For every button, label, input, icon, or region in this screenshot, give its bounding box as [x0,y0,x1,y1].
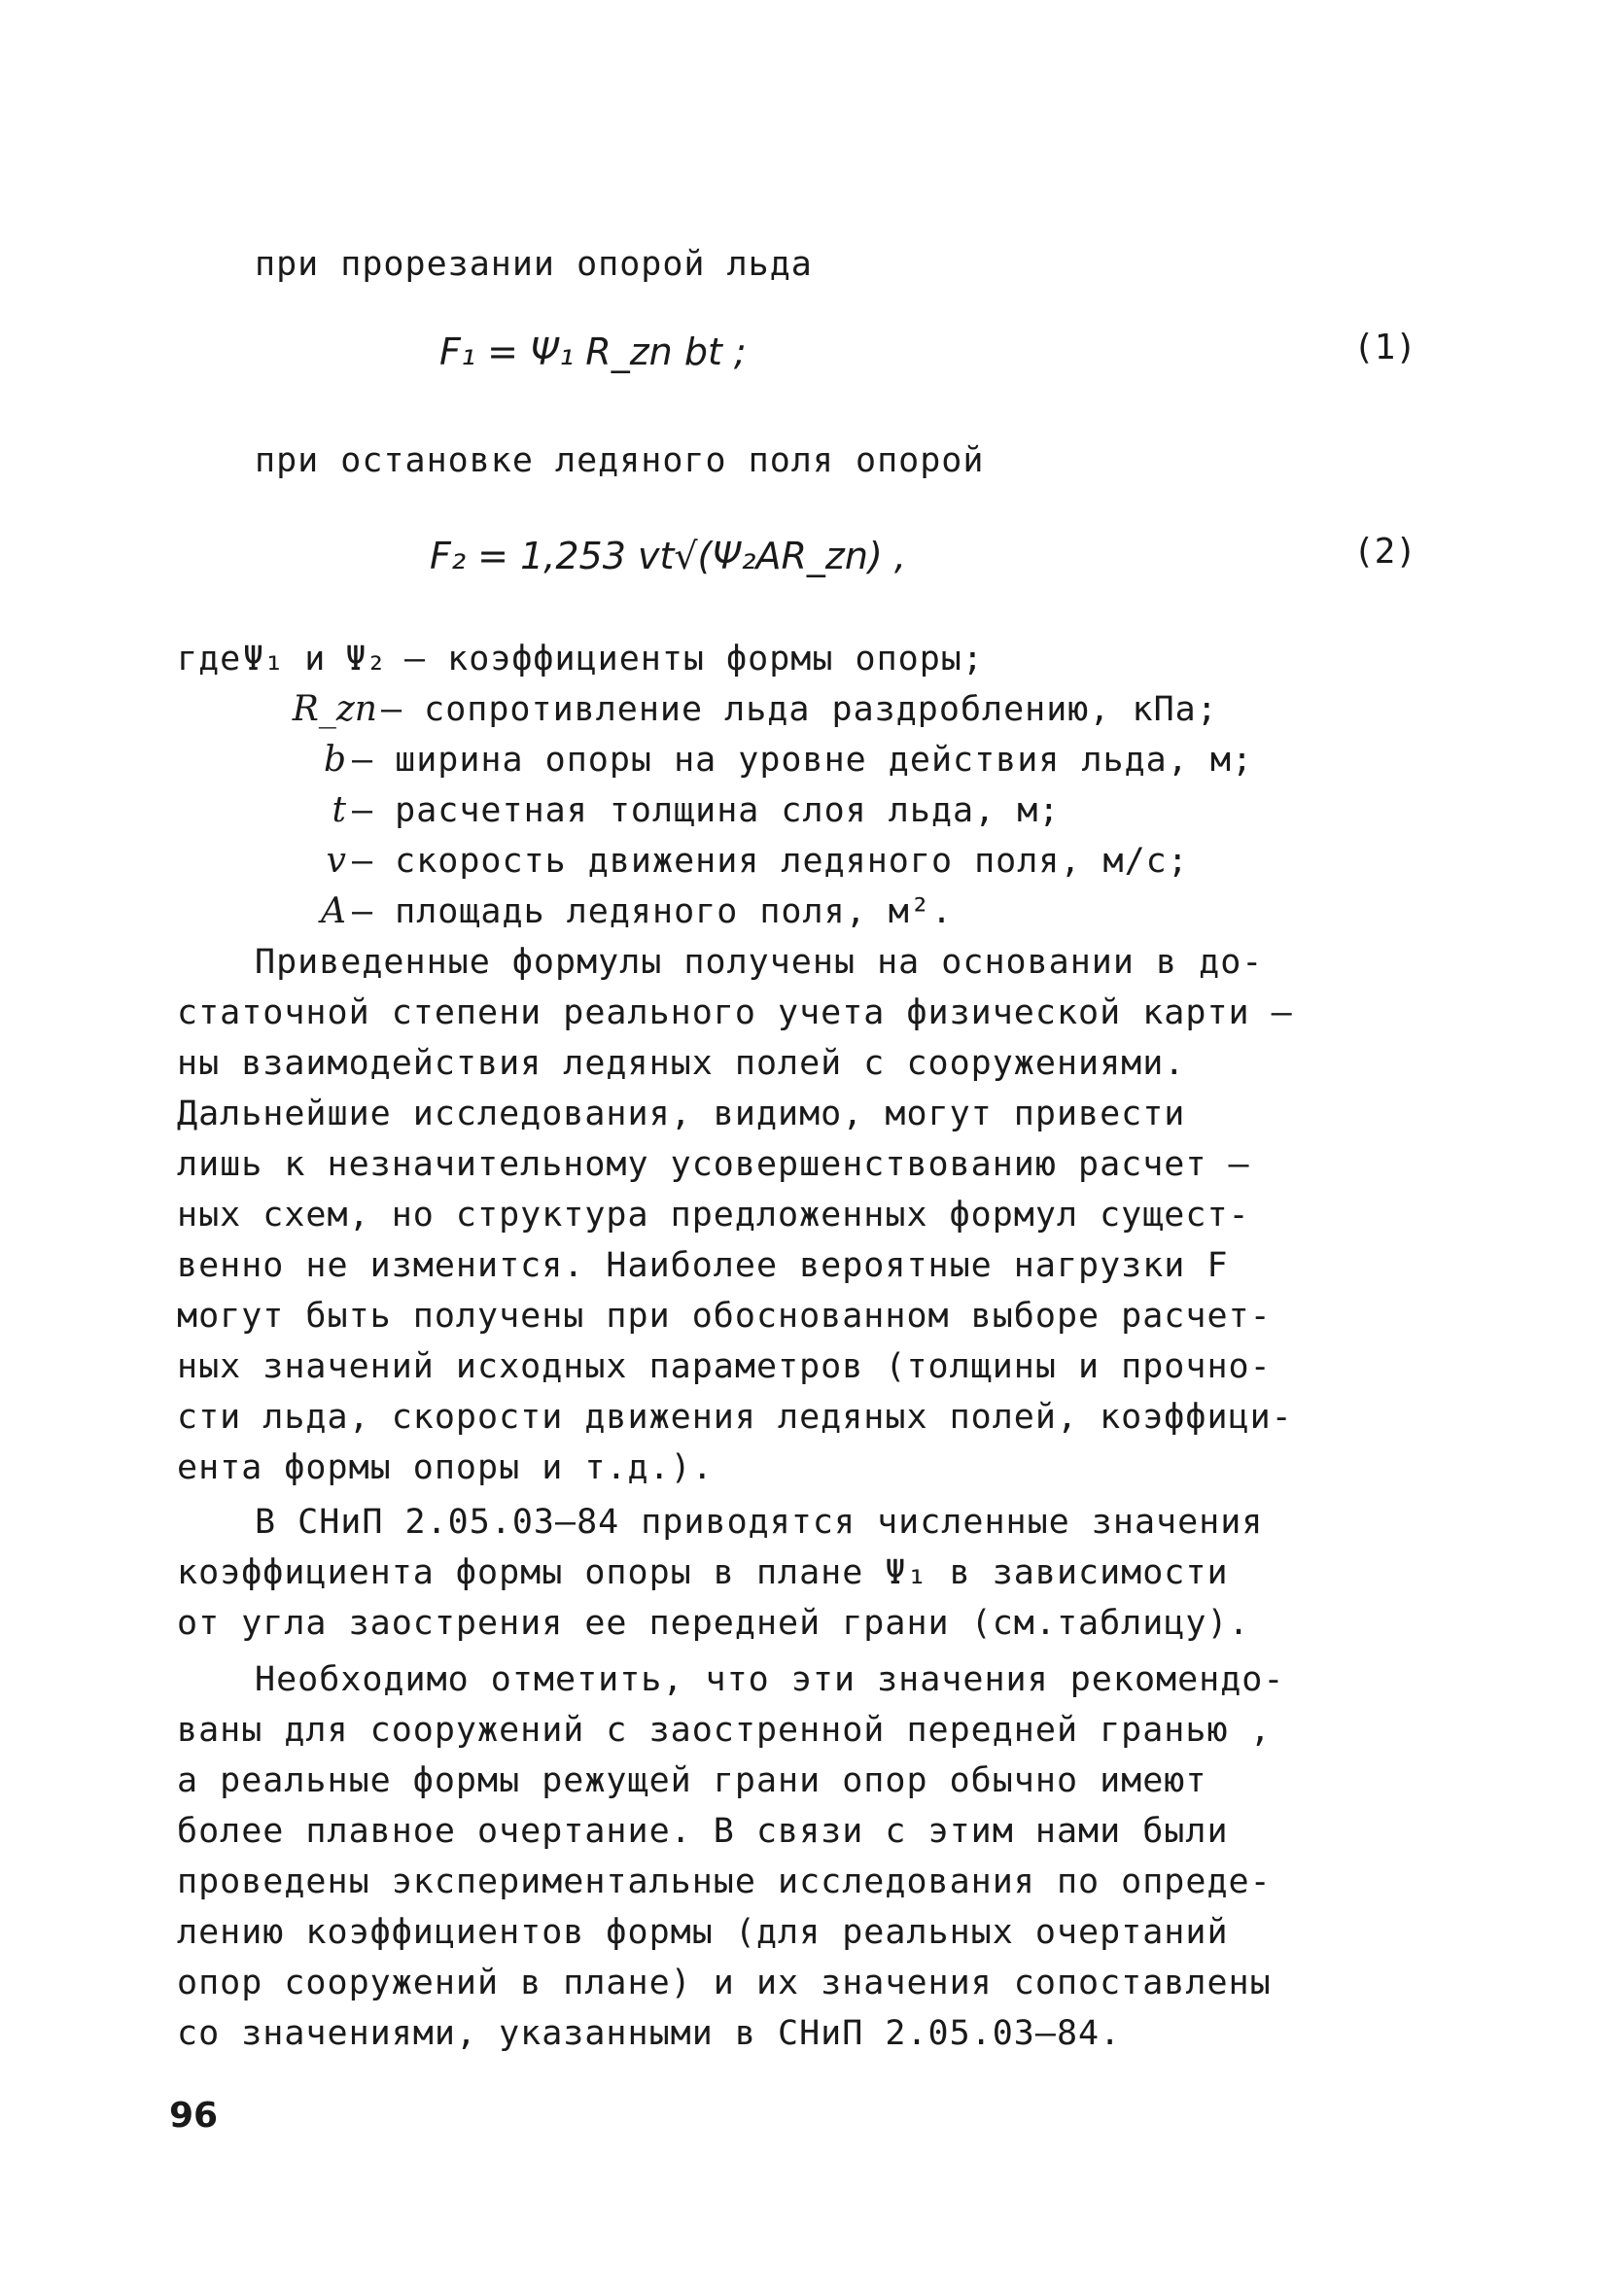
paragraph-1-line: лишь к незначительному усовершенствованию расчет – [177,1145,1250,1184]
paragraph-3-line: со значениями, указанными в СНиП 2.05.03–84. [177,2014,1122,2053]
where-label: где [177,640,242,678]
paragraph-1-line: статочной степени реального учета физической карти – [177,993,1293,1032]
intro-line-2: при остановке ледяного поля опорой [255,441,985,480]
paragraph-1-line: ных значений исходных параметров (толщины и прочно- [177,1347,1272,1386]
paragraph-1-line: могут быть получены при обоснованном выборе расчет- [177,1297,1272,1336]
intro-line-1: при прорезании опорой льда [255,245,813,284]
paragraph-3-line: а реальные формы режущей грани опор обычно имеют [177,1761,1207,1800]
definition-text: – скорость движения ледяного поля, м/с; [352,842,1189,881]
paragraph-1-line: Приведенные формулы получены на основании в до- [255,943,1264,982]
paragraph-3-line: более плавное очертание. В связи с этим нами были [177,1812,1229,1851]
paragraph-1-line: венно не изменится. Наиболее вероятные нагрузки F [177,1246,1229,1285]
definition-symbol: R_zn [292,689,377,729]
paragraph-3-line: ваны для сооружений с заостренной передней гранью , [177,1711,1272,1750]
definition-symbol: A [321,891,346,931]
paragraph-3-line: проведены экспериментальные исследования по опреде- [177,1862,1272,1901]
paragraph-3-line: Необходимо отметить, что эти значения рекомендо- [255,1660,1285,1699]
paragraph-1-line: ных схем, но структура предложенных формул сущест- [177,1196,1250,1235]
equation-number-1: (1) [1353,328,1417,367]
paragraph-2-line: коэффициента формы опоры в плане Ψ₁ в зависимости [177,1553,1229,1592]
definition-text: – сопротивление льда раздроблению, кПа; [381,690,1218,729]
definition-text: – площадь ледяного поля, м². [352,892,954,931]
page-number: 96 [169,2096,219,2136]
formula-2: F₂ = 1,253 vt√(Ψ₂AR_zn) , [430,535,906,577]
paragraph-3-line: опор сооружений в плане) и их значения сопоставлены [177,1964,1272,2002]
definition-symbol: Ψ₁ и Ψ₂ [243,640,387,678]
definition-symbol: b [323,740,346,780]
equation-number-2: (2) [1353,532,1417,572]
definition-text: – ширина опоры на уровне действия льда, м; [352,741,1254,780]
formula-1: F₁ = Ψ₁ R_zn bt ; [439,330,747,373]
definition-symbol: v [326,841,346,881]
paragraph-1-line: ента формы опоры и т.д.). [177,1448,714,1487]
paragraph-1-line: сти льда, скорости движения ледяных полей, коэффици- [177,1398,1293,1437]
paragraph-1-line: Дальнейшие исследования, видимо, могут привести [177,1095,1186,1133]
definition-symbol: t [332,790,346,830]
paragraph-2-line: В СНиП 2.05.03–84 приводятся численные значения [255,1503,1264,1542]
paragraph-1-line: ны взаимодействия ледяных полей с сооружениями. [177,1044,1186,1083]
definition-text: – расчетная толщина слоя льда, м; [352,791,1061,830]
paragraph-3-line: лению коэффициентов формы (для реальных очертаний [177,1913,1229,1952]
paragraph-2-line: от угла заострения ее передней грани (см.таблицу). [177,1604,1250,1643]
definition-text: – коэффициенты формы опоры; [404,640,984,678]
